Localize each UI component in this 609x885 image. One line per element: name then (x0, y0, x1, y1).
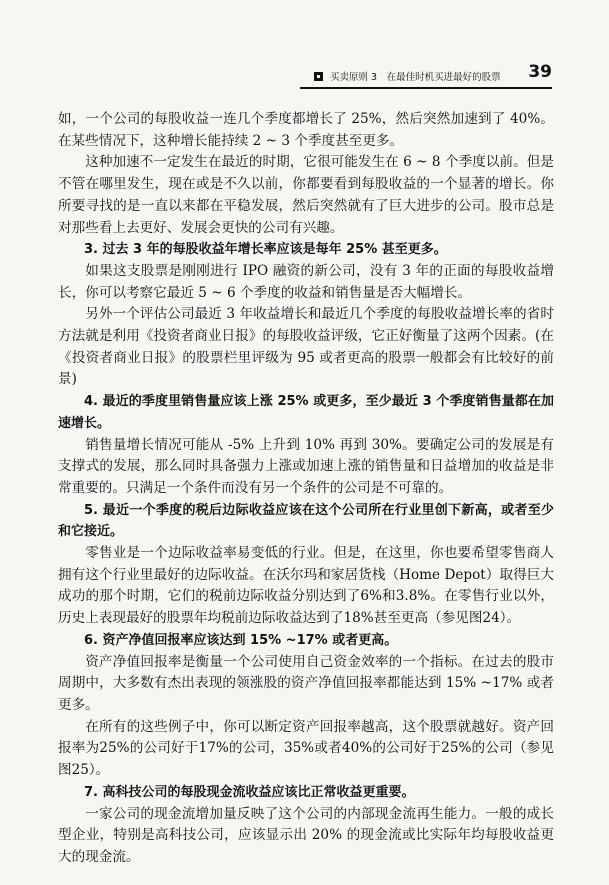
running-title: 买卖原则 3 在最佳时机买进最好的股票 (330, 72, 501, 83)
section-heading: 3. 过去 3 年的每股收益年增长率应该是每年 25% 甚至更多。 (84, 242, 447, 258)
body-paragraph: 在所有的这些例子中，你可以断定资产回报率越高，这个股票就越好。资产回报率为25%的公司好于17%的公司，35%或者40%的公司好于25%的公司（参见图25）。 (58, 718, 554, 779)
section-heading: 7. 高科技公司的每股现金流收益应该比正常收益更重要。 (84, 784, 415, 800)
page-body (58, 109, 554, 869)
body-paragraph: 另外一个评估公司最近 3 年收益增长和最近几个季度的每股收益增长率的省时方法就是利用《投资者商业日报》的每股收益评级，它正好衡量了这两个因素。(在《投资者商业日报》的股票栏里评级为 95 或者更高的股票一般都会有比较好的前景) (58, 306, 554, 388)
body-paragraph: 一家公司的现金流增加量反映了这个公司的内部现金流再生能力。一般的成长型企业，特别是高科技公司，应该显示出 20% 的现金流或比实际年均每股收益更大的现金流。 (58, 805, 554, 865)
running-header (300, 64, 552, 92)
section-heading: 4. 最近的季度里销售量应该上涨 25% 或更多，至少最近 3 个季度销售量都在加速增长。 (58, 394, 554, 431)
body-paragraph: 资产净值回报率是衡量一个公司使用自己资金效率的一个指标。在过去的股市周期中，大多数有杰出表现的领涨股的资产净值回报率都能达到 15% ~17% 或者更多。 (58, 653, 554, 713)
section-heading: 5. 最近一个季度的税后边际收益应该在这个公司所在行业里创下新高，或者至少和它接近。 (58, 502, 554, 540)
body-paragraph: 零售业是一个边际收益率易变低的行业。但是，在这里，你也要希望零售商人拥有这个行业里最好的边际收益。在沃尔玛和家居货栈（Home Depot）取得巨大成功的那个时期，它们的税前边际收益分别达到了6%和3.8%。在零售行业以外，历史上表现最好的股票年均税前边际收益达到了18%甚至更高（参见图24）。 (58, 545, 554, 627)
square-bullet-icon (314, 72, 323, 81)
page-number: 39 (528, 62, 552, 82)
body-paragraph: 如果这支股票是刚刚进行 IPO 融资的新公司，没有 3 年的正面的每股收益增长，你可以考察它最近 5 ~ 6 个季度的收益和销售量是否大幅增长。 (58, 262, 554, 301)
section-heading: 6. 资产净值回报率应该达到 15% ~17% 或者更高。 (84, 632, 398, 648)
body-paragraph: 如，一个公司的每股收益一连几个季度都增长了 25%，然后突然加速到了 40%。在某些情况下，这种增长能持续 2 ~ 3 个季度甚至更多。 (58, 111, 554, 149)
body-paragraph: 这种加速不一定发生在最近的时期，它很可能发生在 6 ~ 8 个季度以前。但是不管在哪里发生，现在或是不久以前，你都要看到每股收益的一个显著的增长。你所要寻找的是一直以来都在平稳发展，然后突然就有了巨大进步的公司。股市总是对那些看上去更好、发展会更快的公司有兴趣。 (58, 154, 554, 236)
body-paragraph: 销售量增长情况可能从 -5% 上升到 10% 再到 30%。要确定公司的发展是有支撑式的发展，那么同时具备强力上涨或加速上涨的销售量和日益增加的收益是非常重要的。只满足一个条件而没有另一个条件的公司是不可靠的。 (58, 436, 554, 496)
header-rule (300, 87, 552, 89)
